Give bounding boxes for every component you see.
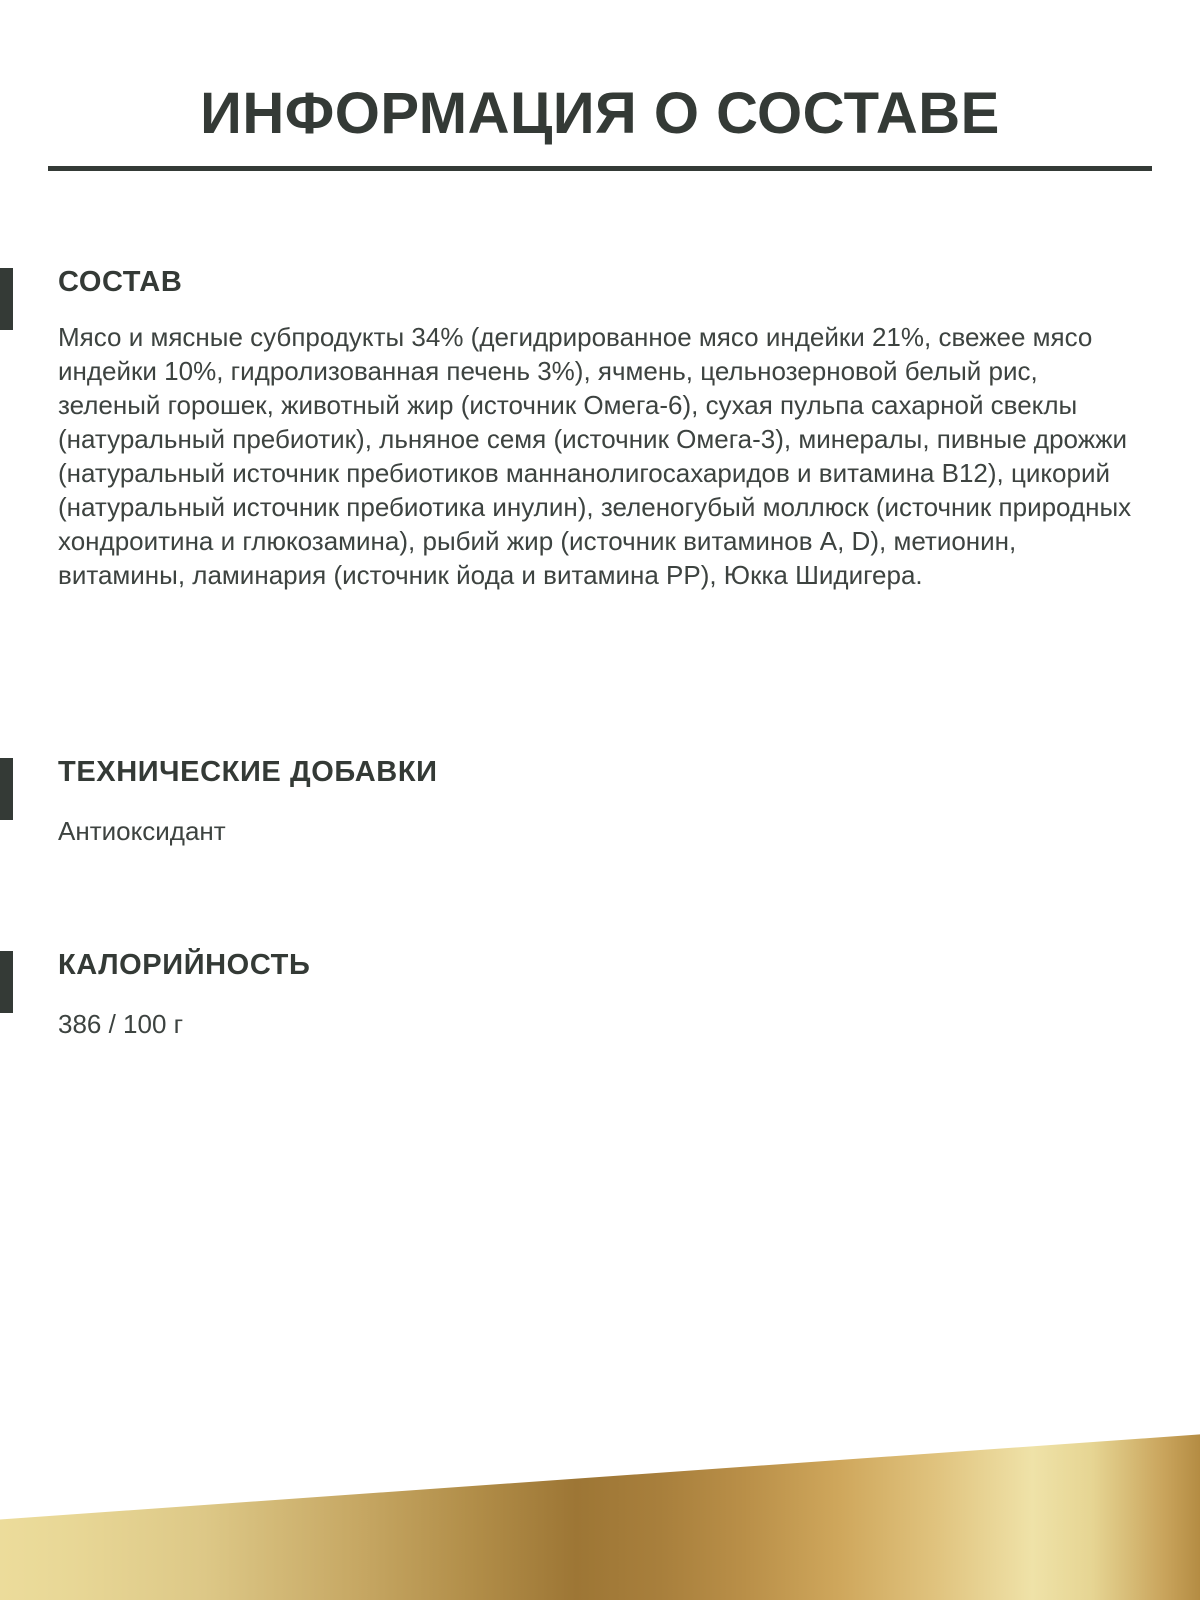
section-body-ingredients: Мясо и мясные субпродукты 34% (дегидрированное мясо индейки 21%, свежее мясо индейки 10%, гидролизованная печень 3%), ячмень, цельнозерновой белый рис, зеленый горошек, животный жир (источник Омега-6), сухая пульпа сахарной свеклы (натуральный пребиотик), льняное семя (источник Омега-3), минералы, пивные дрожжи (натуральный источник пребиотиков маннанолигосахаридов и витамина B12), цикорий (натуральный источник пребиотика инулин), зеленогубый моллюск (источник природных хондроитина и глюкозамина), рыбий жир (источник витаминов A, D), метионин, витамины, ламинария (источник йода и витамина PP), Юкка Шидигера. <box>58 322 1132 590</box>
section-heading-ingredients: СОСТАВ <box>58 266 183 298</box>
section-heading-calories: КАЛОРИЙНОСТЬ <box>58 949 311 981</box>
section-accent-bar-icon <box>0 268 13 330</box>
section-additives <box>0 752 1200 848</box>
section-body-calories: 386 / 100 г <box>58 1009 184 1039</box>
page-title: ИНФОРМАЦИЯ О СОСТАВЕ <box>200 80 1000 146</box>
section-body-additives: Антиоксидант <box>58 816 226 846</box>
section-heading-additives: ТЕХНИЧЕСКИЕ ДОБАВКИ <box>58 756 438 788</box>
section-ingredients <box>0 262 1200 592</box>
gold-footer-band <box>0 1370 1200 1600</box>
section-accent-bar-icon <box>0 951 13 1013</box>
title-divider <box>48 166 1152 171</box>
section-accent-bar-icon <box>0 758 13 820</box>
section-calories <box>0 945 1200 1041</box>
